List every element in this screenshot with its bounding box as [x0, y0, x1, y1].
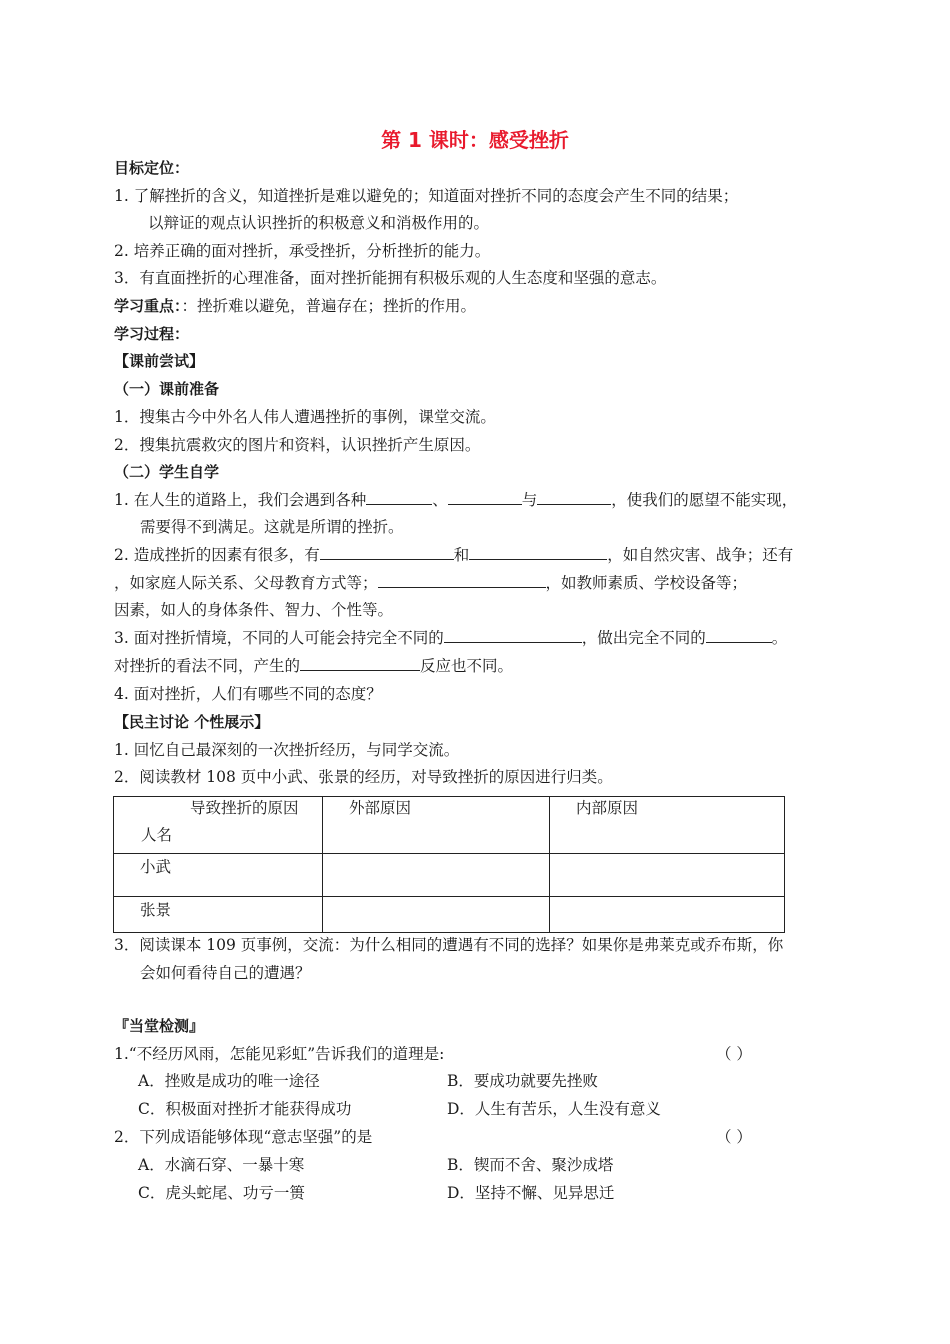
check-q1-option-d[interactable]: D．人生有苦乐，人生没有意义 — [447, 1100, 661, 1118]
process-heading: 学习过程： — [114, 325, 190, 343]
q2-text-b: 和 — [453, 546, 470, 564]
goal-item-1-cont: 以辩证的观点认识挫折的积极意义和消极作用的。 — [148, 214, 490, 232]
self-study-heading: （二）学生自学 — [114, 463, 220, 481]
answer-cell[interactable] — [550, 854, 785, 897]
check-q2-option-c[interactable]: C．虎头蛇尾、功亏一篑 — [138, 1184, 305, 1202]
check-q2-answer-paren[interactable]: （ ） — [716, 1128, 752, 1146]
q1-blank-1[interactable] — [366, 490, 432, 505]
focus-label: 学习重点： — [114, 297, 182, 315]
self-q3-line2 — [114, 656, 513, 676]
q2-text-e: ，如教师素质、学校设备等； — [545, 574, 748, 592]
q3-text-e: 反应也不同。 — [420, 657, 514, 675]
prep-item-2: 2．搜集抗震救灾的图片和资料，认识挫折产生原因。 — [114, 436, 481, 454]
prep-item-1: 1．搜集古今中外名人伟人遭遇挫折的事例，课堂交流。 — [114, 408, 496, 426]
q2-blank-3[interactable] — [378, 573, 546, 588]
check-q1-stem: 1.“不经历风雨，怎能见彩虹”告诉我们的道理是: — [114, 1045, 445, 1063]
header-external — [323, 797, 550, 854]
q1-text-c: 与 — [521, 491, 538, 509]
q2-text-d: ，如家庭人际关系、父母教育方式等； — [114, 574, 378, 592]
header-internal-label: 内部原因 — [576, 799, 639, 817]
corner-top-label: 导致挫折的原因 — [190, 799, 299, 817]
answer-cell[interactable] — [323, 897, 550, 933]
goal-item-2: 2. 培养正确的面对挫折，承受挫折，分析挫折的能力。 — [114, 242, 491, 260]
q3-blank-3[interactable] — [300, 656, 420, 671]
self-q2-line1 — [114, 545, 793, 565]
goal-item-1: 1. 了解挫折的含义，知道挫折是难以避免的；知道面对挫折不同的态度会产生不同的结果； — [114, 187, 739, 205]
row-name-cell — [114, 897, 323, 933]
row-name-cell — [114, 854, 323, 897]
check-q2-option-a[interactable]: A．水滴石穿、一暴十寒 — [138, 1156, 305, 1174]
q1-text-a: 1. 在人生的道路上，我们会遇到各种 — [114, 491, 367, 509]
q1-text-d: ，使我们的愿望不能实现， — [611, 491, 798, 509]
page-title: 第 1 课时：感受挫折 — [381, 128, 569, 152]
q2-blank-1[interactable] — [320, 545, 454, 560]
self-q4: 4. 面对挫折，人们有哪些不同的态度？ — [114, 685, 382, 703]
check-q2-option-d[interactable]: D．坚持不懈、见异思迁 — [447, 1184, 615, 1202]
table-header-row — [114, 797, 785, 854]
goal-heading: 目标定位： — [114, 159, 190, 177]
focus-line — [114, 296, 476, 316]
answer-cell[interactable] — [323, 854, 550, 897]
check-q2-stem: 2．下列成语能够体现“意志坚强”的是 — [114, 1128, 373, 1146]
check-q1-answer-paren[interactable]: （ ） — [716, 1045, 752, 1063]
q3-blank-1[interactable] — [444, 628, 582, 643]
q1-blank-2[interactable] — [448, 490, 522, 505]
check-heading: 『当堂检测』 — [114, 1017, 205, 1035]
header-internal — [550, 797, 785, 854]
q1-text-b: 、 — [432, 491, 448, 509]
self-q2-line3: 因素，如人的身体条件、智力、个性等。 — [114, 601, 394, 619]
q2-blank-2[interactable] — [469, 545, 607, 560]
self-q1-line1 — [114, 490, 797, 510]
table-corner-cell — [114, 797, 323, 854]
pre-heading: 【课前尝试】 — [114, 352, 205, 370]
discuss-item-3-line1: 3．阅读课本 109 页事例，交流：为什么相同的遭遇有不同的选择？如果你是弗莱克或乔布斯，你 — [114, 936, 784, 954]
discuss-item-1: 1. 回忆自己最深刻的一次挫折经历，与同学交流。 — [114, 741, 460, 759]
check-q1-option-b[interactable]: B．要成功就要先挫败 — [447, 1072, 598, 1090]
q3-text-d: 对挫折的看法不同，产生的 — [114, 657, 301, 675]
q3-text-c: 。 — [771, 629, 788, 647]
q3-text-a: 3. 面对挫折情境，不同的人可能会持完全不同的 — [114, 629, 444, 647]
table-row — [114, 897, 785, 933]
discuss-item-3-line2: 会如何看待自己的遭遇？ — [140, 964, 311, 982]
corner-bottom-label: 人名 — [141, 826, 173, 844]
self-q2-line2 — [114, 573, 747, 593]
q1-blank-3[interactable] — [537, 490, 611, 505]
q2-text-c: ，如自然灾害、战争；还有 — [607, 546, 794, 564]
self-q1-line2: 需要得不到满足。这就是所谓的挫折。 — [140, 518, 404, 536]
table-row — [114, 854, 785, 897]
row-name: 张景 — [140, 901, 172, 919]
answer-cell[interactable] — [550, 897, 785, 933]
focus-text: ：挫折难以避免，普遍存在；挫折的作用。 — [181, 297, 477, 315]
q3-text-b: ，做出完全不同的 — [581, 629, 706, 647]
prep-heading: （一）课前准备 — [114, 380, 220, 398]
goal-item-3: 3．有直面挫折的心理准备，面对挫折能拥有积极乐观的人生态度和坚强的意志。 — [114, 269, 667, 287]
q2-text-a: 2. 造成挫折的因素有很多，有 — [114, 546, 320, 564]
header-external-label: 外部原因 — [349, 799, 412, 817]
check-q2-option-b[interactable]: B．锲而不舍、聚沙成塔 — [447, 1156, 614, 1174]
q3-blank-2[interactable] — [706, 628, 772, 643]
discuss-item-2: 2．阅读教材 108 页中小武、张景的经历，对导致挫折的原因进行归类。 — [114, 768, 613, 786]
check-q1-option-a[interactable]: A．挫败是成功的唯一途径 — [138, 1072, 320, 1090]
discuss-heading: 【民主讨论 个性展示】 — [114, 713, 270, 731]
row-name: 小武 — [140, 858, 172, 876]
check-q1-option-c[interactable]: C．积极面对挫折才能获得成功 — [138, 1100, 352, 1118]
reason-table — [113, 796, 785, 933]
self-q3-line1 — [114, 628, 787, 648]
